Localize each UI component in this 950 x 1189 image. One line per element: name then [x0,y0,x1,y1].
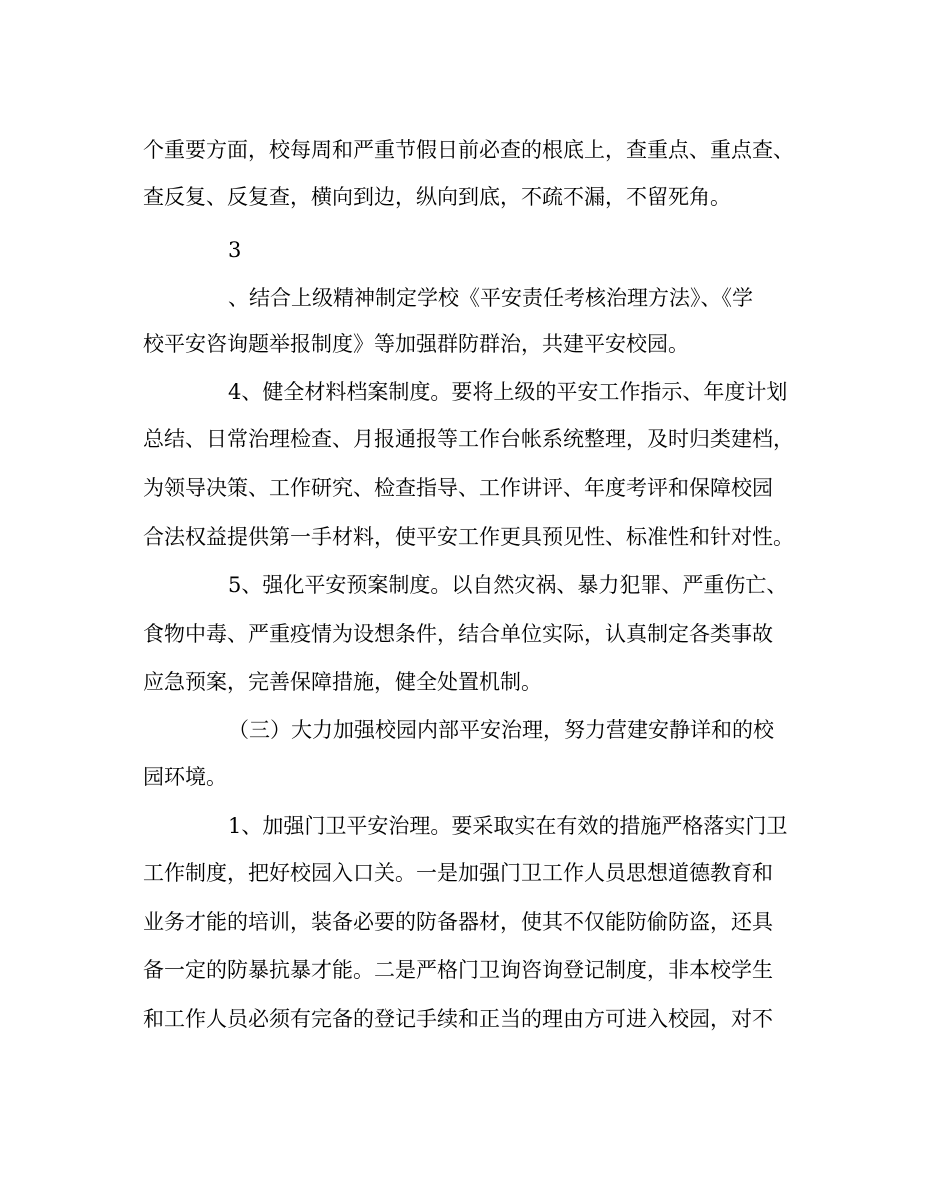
text-line: 业务才能的培训，装备必要的防备器材，使其不仅能防偷防盗，还具 [143,910,773,934]
text-line: 5、强化平安预案制度。以自然灾祸、暴力犯罪、严重伤亡、 [228,573,788,597]
text-line: 工作制度，把好校园入口关。一是加强门卫工作人员思想道德教育和 [143,861,773,885]
text-line: 、结合上级精神制定学校《平安责任考核治理方法》、《学 [228,286,753,310]
text-line: 园环境。 [143,765,227,789]
section-heading: （三）大力加强校园内部平安治理，努力营建安静详和的校 [228,718,774,742]
text-line: 校平安咨询题举报制度》等加强群防群治，共建平安校园。 [143,332,689,356]
text-line: 食物中毒、严重疫情为设想条件，结合单位实际，认真制定各类事故 [143,622,773,646]
text-line: 3 [228,238,242,262]
text-line: 备一定的防暴抗暴才能。二是严格门卫询咨询登记制度，非本校学生 [143,958,773,982]
text-line: 合法权益提供第一手材料，使平安工作更具预见性、标准性和针对性。 [143,525,794,549]
text-line: 为领导决策、工作研究、检查指导、工作讲评、年度考评和保障校园 [143,476,773,500]
text-line: 应急预案，完善保障措施，健全处置机制。 [143,670,542,694]
text-line: 和工作人员必须有完备的登记手续和正当的理由方可进入校园，对不 [143,1007,773,1031]
text-line: 总结、日常治理检查、月报通报等工作台帐系统整理，及时归类建档， [143,427,794,451]
text-line: 1、加强门卫平安治理。要采取实在有效的措施严格落实门卫 [228,814,788,838]
text-line: 查反复、反复查，横向到边，纵向到底，不疏不漏，不留死角。 [143,185,731,209]
text-line: 4、健全材料档案制度。要将上级的平安工作指示、年度计划 [228,380,788,404]
text-line: 个重要方面，校每周和严重节假日前必查的根底上，查重点、重点查、 [143,138,794,162]
